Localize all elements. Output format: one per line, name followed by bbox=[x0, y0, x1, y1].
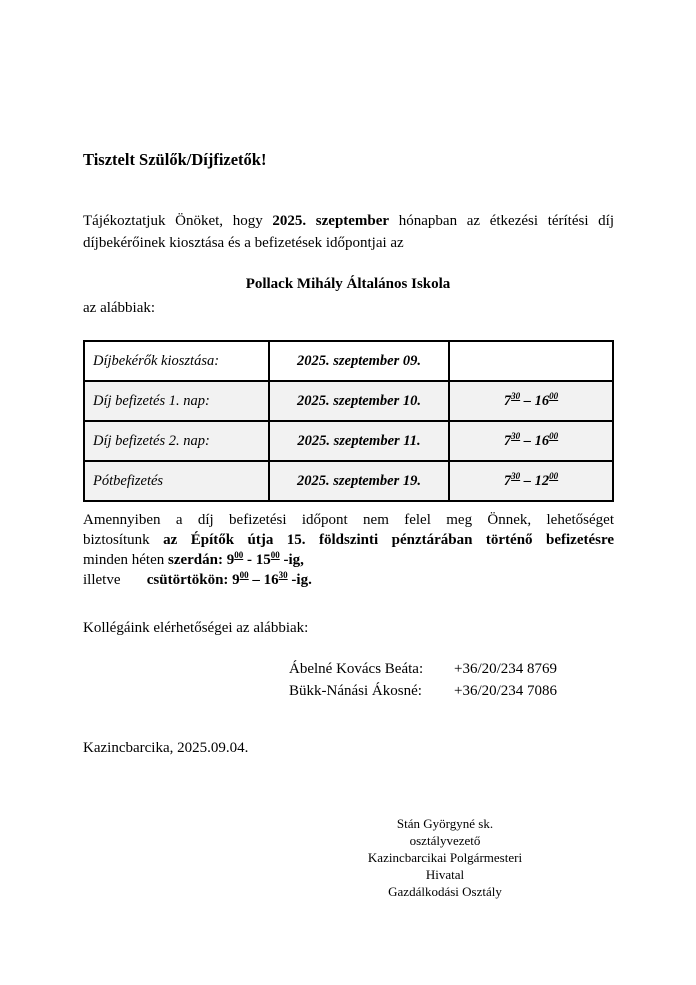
notice-line-3 bbox=[83, 550, 614, 570]
contact-name: Bükk-Nánási Ákosné: bbox=[289, 683, 422, 699]
schedule-label: Pótbefizetés bbox=[84, 461, 269, 501]
notice-location: az Építők útja 15. földszinti pénztárában történő befizetésre bbox=[163, 532, 615, 548]
minute: 30 bbox=[511, 390, 521, 401]
notice-line-1: Amennyiben a díj befizetési időpont nem felel meg Önnek, lehetőséget bbox=[83, 512, 614, 528]
notice-line-4 bbox=[83, 570, 614, 590]
intro-line-1 bbox=[83, 210, 614, 232]
intro-line-2: díjbekérőinek kiosztása és a befizetések időpontjai az bbox=[83, 235, 404, 251]
place-date: Kazincbarcika, 2025.09.04. bbox=[83, 740, 249, 756]
schedule-time bbox=[449, 341, 613, 381]
hour: 16 bbox=[534, 392, 550, 409]
contacts-intro: Kollégáink elérhetőségei az alábbiak: bbox=[83, 620, 309, 636]
thursday-hours bbox=[147, 572, 312, 588]
hour: 7 bbox=[503, 392, 512, 409]
separator: – bbox=[520, 432, 535, 449]
hour: 16 bbox=[263, 572, 279, 588]
schedule-row bbox=[84, 381, 613, 421]
schedule-label: Díj befizetés 2. nap: bbox=[84, 421, 269, 461]
schedule-date: 2025. szeptember 09. bbox=[269, 341, 449, 381]
schedule-date: 2025. szeptember 11. bbox=[269, 421, 449, 461]
contact-row bbox=[289, 683, 557, 700]
signature-block bbox=[355, 815, 535, 900]
minute: 00 bbox=[239, 570, 249, 580]
hour: 15 bbox=[255, 552, 271, 568]
hour: 9 bbox=[226, 552, 235, 568]
school-name: Pollack Mihály Általános Iskola bbox=[245, 276, 451, 292]
hour: 7 bbox=[503, 472, 512, 489]
hour: 9 bbox=[232, 572, 240, 588]
contact-row bbox=[289, 661, 557, 678]
schedule-time bbox=[449, 381, 613, 421]
contact-name: Ábelné Kovács Beáta: bbox=[289, 661, 424, 677]
schedule-date: 2025. szeptember 10. bbox=[269, 381, 449, 421]
minute: 30 bbox=[511, 470, 521, 481]
signer-name: Stán Györgyné sk. bbox=[396, 816, 494, 831]
signer-title: osztályvezető bbox=[409, 833, 481, 848]
schedule-time bbox=[449, 461, 613, 501]
schedule-date: 2025. szeptember 19. bbox=[269, 461, 449, 501]
notice-text: minden héten bbox=[83, 552, 165, 568]
schedule-label: Díjbekérők kiosztása: bbox=[84, 341, 269, 381]
wednesday-hours bbox=[168, 552, 304, 568]
schedule-row bbox=[84, 461, 613, 501]
intro-paragraph bbox=[83, 210, 614, 254]
day-label: szerdán: bbox=[167, 552, 223, 568]
minute: 30 bbox=[511, 430, 521, 441]
hour: 12 bbox=[534, 472, 550, 489]
minute: 00 bbox=[549, 470, 559, 481]
signer-department: Gazdálkodási Osztály bbox=[388, 884, 502, 899]
intro-text: Tájékoztatjuk Önöket, hogy bbox=[83, 213, 263, 229]
notice-text: illetve bbox=[83, 572, 121, 588]
notice-text: biztosítunk bbox=[83, 532, 150, 548]
intro-text-cont: hónapban az étkezési térítési díj bbox=[398, 213, 615, 229]
minute: 00 bbox=[234, 550, 244, 560]
schedule-time bbox=[449, 421, 613, 461]
contact-phone: +36/20/234 8769 bbox=[454, 661, 558, 677]
notice-paragraph bbox=[83, 510, 614, 590]
suffix: -ig, bbox=[279, 552, 304, 568]
follows-label: az alábbiak: bbox=[83, 300, 156, 316]
suffix: -ig. bbox=[287, 572, 312, 588]
separator: – bbox=[520, 472, 535, 489]
minute: 00 bbox=[270, 550, 280, 560]
signer-office: Kazincbarcikai Polgármesteri Hivatal bbox=[367, 850, 523, 882]
day-label: csütörtökön: bbox=[146, 572, 229, 588]
minute: 00 bbox=[549, 390, 559, 401]
minute: 00 bbox=[549, 430, 559, 441]
separator: – bbox=[520, 392, 535, 409]
greeting-heading: Tisztelt Szülők/Díjfizetők! bbox=[83, 150, 267, 169]
schedule-label: Díj befizetés 1. nap: bbox=[84, 381, 269, 421]
schedule-row bbox=[84, 341, 613, 381]
separator: – bbox=[248, 572, 264, 588]
schedule-row bbox=[84, 421, 613, 461]
contact-phone: +36/20/234 7086 bbox=[454, 683, 558, 699]
minute: 30 bbox=[278, 570, 288, 580]
separator: - bbox=[243, 552, 256, 568]
hour: 7 bbox=[503, 432, 512, 449]
hour: 16 bbox=[534, 432, 550, 449]
intro-month: 2025. szeptember bbox=[272, 213, 390, 229]
schedule-table bbox=[83, 340, 614, 502]
notice-line-2 bbox=[83, 530, 614, 550]
